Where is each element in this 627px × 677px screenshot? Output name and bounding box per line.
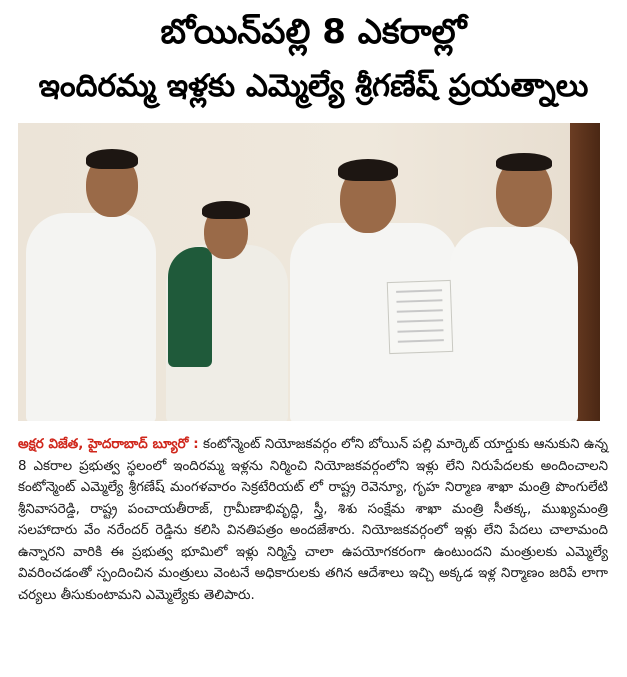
headline-line-1: బోయిన్‌పల్లి 8 ఎకరాల్లో [160,12,467,52]
article-body: కంటోన్మెంట్ నియోజకవర్గం లోని బోయిన్ పల్లి మార్కెట్ యార్డుకు ఆనుకుని ఉన్న 8 ఎకరాల ప్రభుత్వ స్థలంలో ఇందిరమ్మ ఇళ్లను నిర్మించి నియోజకవర్గంలోని ఇళ్లు లేని నిరుపేదలకు అందించాలని కంటోన్మెంట్ ఎమ్మెల్యే శ్రీగణేష్ మంగళవారం సెక్రటేరియట్ లో రాష్ట్ర రెవెన్యూ, గృహ నిర్మాణ శాఖా మంత్రి పొంగులేటి శ్రీనివాసరెడ్డి, రాష్ట్ర పంచాయతీరాజ్, గ్రామీణాభివృద్ధి, స్త్రీ, శిశు సంక్షేమ శాఖా మంత్రి సీతక్క, ముఖ్యమంత్రి సలహాదారు వేం నరేందర్ రెడ్డిను కలిసి వినతిపత్రం అందజేశారు. నియోజకవర్గంలో ఇళ్లు లేని పేదలు చాలామంది ఉన్నారని వారికి ఈ ప్రభుత్వ భూమిలో ఇళ్లు నిర్మిస్తే చాలా ఉపయోగకరంగా ఉంటుందని మంత్రులకు ఎమ్మెల్యే వివరించడంతో స్పందించిన మంత్రులు వెంటనే అధికారులకు తగిన ఆదేశాలు ఇచ్చి అక్కడ ఇళ్ల నిర్మాణం జరిపే లాగా చర్యలు తీసుకుంటామని ఎమ్మెల్యేకు తెలిపారు. [18,437,608,603]
article-text [18,434,608,606]
petition-letter [387,280,453,354]
headline-line-2: ఇందిరమ్మ ఇళ్లకు ఎమ్మెల్యే శ్రీగణేష్ ప్రయత్నాలు [38,68,589,104]
news-photo [18,123,600,421]
byline: అక్షర విజేత, హైదరాబాద్ బ్యూరో : [18,437,199,452]
